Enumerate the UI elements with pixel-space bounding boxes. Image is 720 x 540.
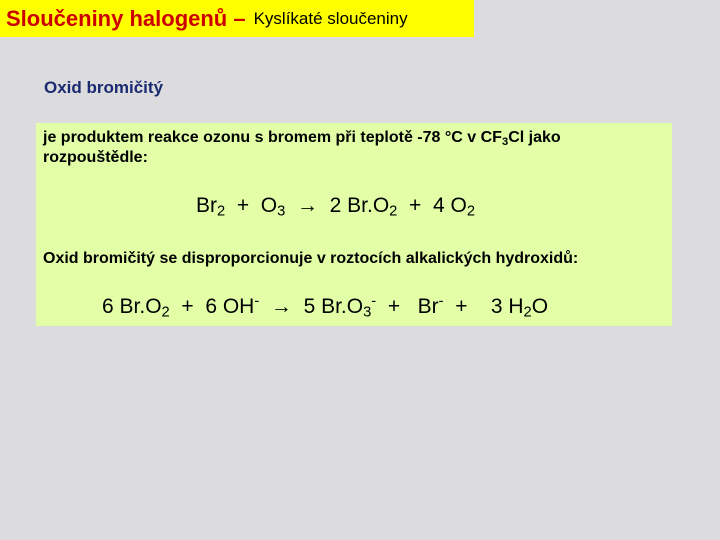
eq2-br-sup: -: [438, 293, 444, 310]
eq1-o-sub: 3: [277, 203, 286, 220]
eq1-arrow: →: [296, 194, 318, 217]
eq1-bro2-sub: 2: [389, 203, 398, 220]
eq2-oh-sup: -: [254, 293, 260, 310]
page-title: Sloučeniny halogenů –: [6, 5, 246, 31]
eq2-h2o-tail: O: [531, 295, 549, 318]
content-box: [36, 123, 672, 326]
equation-2: [102, 295, 548, 319]
intro-sub: 3: [501, 135, 509, 148]
eq1-o: O: [260, 194, 278, 217]
eq1-o2-sub: 2: [466, 203, 475, 220]
eq1-plus1: +: [236, 194, 250, 217]
eq2-plus1: +: [181, 295, 194, 318]
section-label: Oxid bromičitý: [44, 78, 164, 97]
eq2-br: Br: [417, 295, 439, 318]
eq2-bro3: 5 Br.O: [303, 295, 364, 318]
eq2-h2o-sub: 2: [523, 304, 532, 321]
eq1-o2: 4 O: [432, 194, 467, 217]
page-subtitle: Kyslíkaté sloučeniny: [253, 8, 408, 28]
eq2-plus2: +: [387, 295, 401, 318]
eq2-bro3-sup: -: [371, 293, 377, 310]
eq1-bro2: 2 Br.O: [329, 194, 390, 217]
eq1-br: Br: [196, 194, 217, 217]
eq2-bro2-sub: 2: [161, 304, 170, 321]
equation-1: [196, 194, 475, 218]
eq2-arrow: →: [270, 295, 292, 318]
eq2-plus3: +: [455, 295, 468, 318]
intro-part1: je produktem reakce ozonu s bromem při teplotě -78 °C v CF: [43, 129, 502, 146]
disproportion-text: Oxid bromičitý se disproporcionuje v roztocích alkalických hydroxidů:: [43, 250, 579, 267]
eq2-bro2: 6 Br.O: [102, 295, 162, 318]
eq1-br-sub: 2: [217, 203, 226, 220]
eq1-plus2: +: [409, 194, 422, 217]
eq2-oh: 6 OH: [205, 295, 255, 318]
eq2-h2o: 3 H: [490, 295, 524, 318]
title-bar: [0, 0, 474, 37]
eq2-bro3-sub: 3: [363, 304, 372, 321]
intro-part2: Cl jako rozpouštědle:: [43, 129, 561, 166]
intro-text: [43, 128, 663, 168]
